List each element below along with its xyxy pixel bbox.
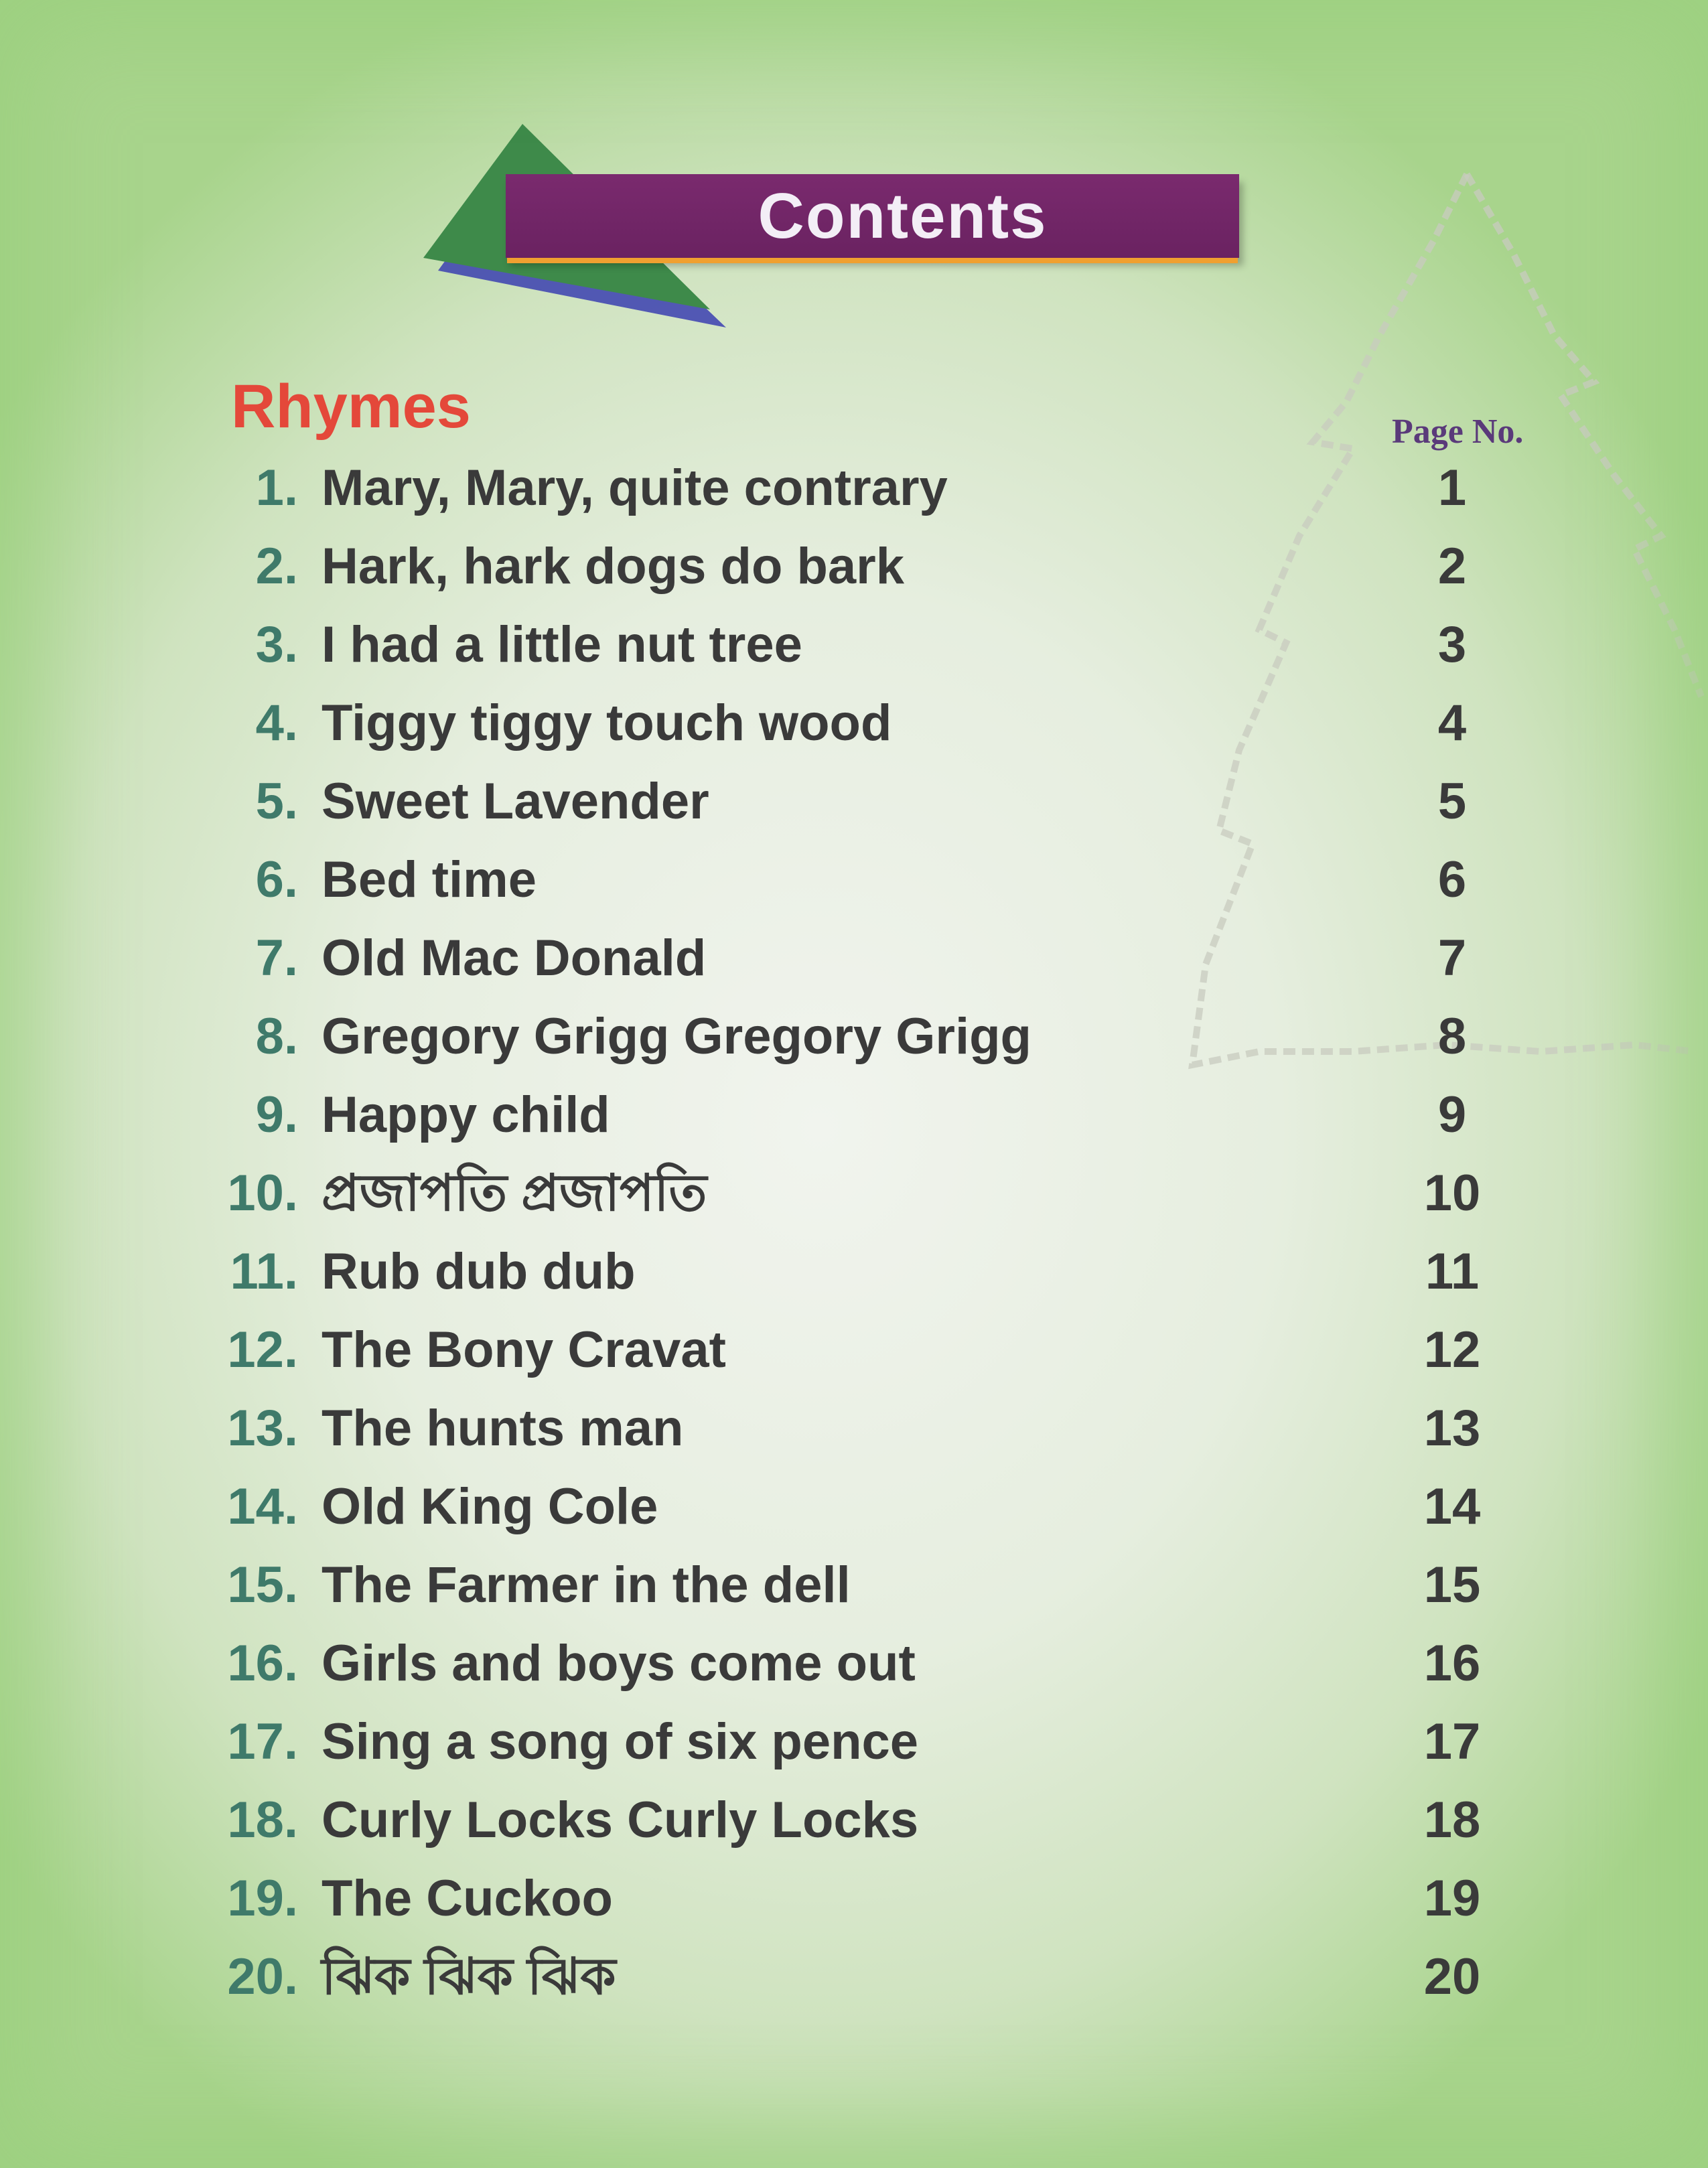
entry-number: 8.	[255, 1008, 298, 1065]
toc-entry[interactable]	[0, 1154, 1708, 1232]
toc-entry[interactable]	[0, 1467, 1708, 1546]
entry-page-number: 18	[1423, 1792, 1481, 1849]
entry-number: 1.	[255, 459, 298, 516]
entry-page-number: 6	[1437, 851, 1467, 908]
entry-page-number: 3	[1437, 616, 1467, 673]
toc-entry[interactable]	[0, 1232, 1708, 1311]
entry-number: 14.	[227, 1478, 298, 1535]
entry-page-number: 20	[1423, 1948, 1481, 2005]
toc-entry[interactable]	[0, 1546, 1708, 1624]
entry-number: 17.	[227, 1713, 298, 1770]
entry-page-number: 14	[1423, 1478, 1481, 1535]
entry-page-number: 11	[1425, 1243, 1480, 1300]
entry-number: 5.	[255, 773, 298, 830]
toc-entry[interactable]	[0, 684, 1708, 762]
toc-entry[interactable]	[0, 919, 1708, 997]
toc-entry[interactable]	[0, 1389, 1708, 1467]
entry-page-number: 12	[1423, 1321, 1481, 1378]
entry-number: 12.	[227, 1321, 298, 1378]
toc-entry[interactable]	[0, 997, 1708, 1076]
toc-entry[interactable]	[0, 1311, 1708, 1389]
toc-entry[interactable]	[0, 605, 1708, 684]
entry-title: প্রজাপতি প্রজাপতি	[322, 1165, 707, 1222]
entry-title: Gregory Grigg Gregory Grigg	[322, 1008, 1031, 1065]
toc-entry[interactable]	[0, 1938, 1708, 2016]
entry-title: Bed time	[322, 851, 537, 908]
entry-title: Tiggy tiggy touch wood	[322, 695, 892, 751]
entry-title: Girls and boys come out	[322, 1635, 916, 1692]
entry-number: 20.	[227, 1948, 298, 2005]
entry-title: The Cuckoo	[322, 1870, 613, 1927]
entry-title: Old King Cole	[322, 1478, 658, 1535]
entry-title: Happy child	[322, 1086, 610, 1143]
toc-entry[interactable]	[0, 762, 1708, 841]
entry-page-number: 8	[1437, 1008, 1467, 1065]
entry-page-number: 19	[1423, 1870, 1481, 1927]
entry-number: 16.	[227, 1635, 298, 1692]
toc-entry[interactable]	[0, 1076, 1708, 1154]
entry-page-number: 1	[1437, 459, 1467, 516]
toc-entry[interactable]	[0, 527, 1708, 605]
entry-number: 15.	[227, 1557, 298, 1613]
entry-page-number: 2	[1437, 538, 1467, 595]
entry-page-number: 13	[1423, 1400, 1481, 1457]
entry-title: I had a little nut tree	[322, 616, 802, 673]
entry-page-number: 15	[1423, 1557, 1481, 1613]
entry-page-number: 10	[1423, 1165, 1481, 1222]
entry-number: 7.	[255, 930, 298, 987]
entry-title: Rub dub dub	[322, 1243, 636, 1300]
entry-page-number: 9	[1437, 1086, 1467, 1143]
entry-number: 18.	[227, 1792, 298, 1849]
toc-entry[interactable]	[0, 1859, 1708, 1938]
entry-title: ঝিক ঝিক ঝিক	[322, 1948, 616, 2005]
contents-banner	[415, 121, 1299, 335]
entry-number: 10.	[227, 1165, 298, 1222]
entry-title: The hunts man	[322, 1400, 684, 1457]
toc-entry[interactable]	[0, 1624, 1708, 1703]
entry-title: Sing a song of six pence	[322, 1713, 919, 1770]
entry-number: 11.	[230, 1243, 298, 1300]
page-number-column-label: Page No.	[1392, 413, 1524, 451]
entry-page-number: 7	[1437, 930, 1467, 987]
page-title: Contents	[758, 180, 1048, 252]
entry-number: 19.	[227, 1870, 298, 1927]
section-title: Rhymes	[231, 372, 471, 441]
entry-number: 4.	[255, 695, 298, 751]
entry-page-number: 16	[1423, 1635, 1481, 1692]
entry-title: Sweet Lavender	[322, 773, 709, 830]
entry-title: Old Mac Donald	[322, 930, 707, 987]
toc-entry[interactable]	[0, 449, 1708, 527]
entry-number: 13.	[227, 1400, 298, 1457]
toc-entry[interactable]	[0, 841, 1708, 919]
entry-number: 9.	[255, 1086, 298, 1143]
entry-page-number: 5	[1437, 773, 1467, 830]
entry-number: 3.	[255, 616, 298, 673]
entry-page-number: 4	[1437, 695, 1467, 751]
entry-page-number: 17	[1423, 1713, 1481, 1770]
entry-title: The Bony Cravat	[322, 1321, 726, 1378]
entry-title: Hark, hark dogs do bark	[322, 538, 905, 595]
entry-number: 2.	[255, 538, 298, 595]
entry-number: 6.	[255, 851, 298, 908]
toc-entry[interactable]	[0, 1703, 1708, 1781]
entry-title: Mary, Mary, quite contrary	[322, 459, 948, 516]
entry-title: Curly Locks Curly Locks	[322, 1792, 919, 1849]
entry-title: The Farmer in the dell	[322, 1557, 851, 1613]
toc-entry[interactable]	[0, 1781, 1708, 1859]
